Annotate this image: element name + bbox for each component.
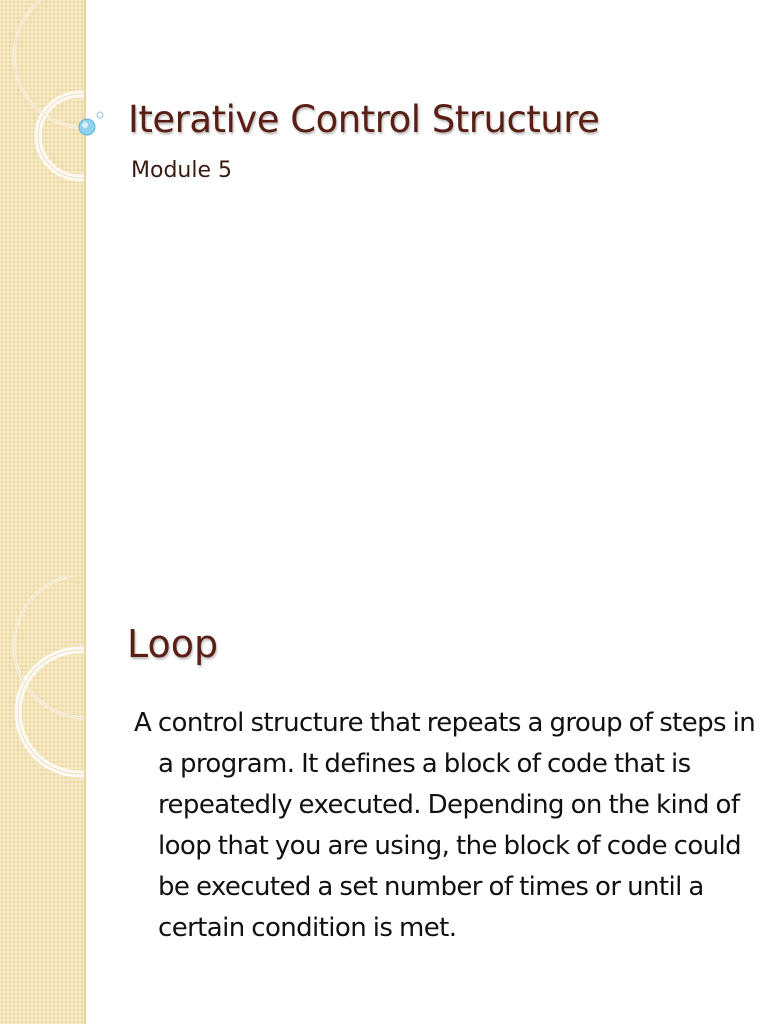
decorative-side-band [0,576,86,1024]
decorative-rings-icon [0,0,84,576]
slide-subtitle-text: Module 5 [131,158,232,183]
decorative-rings-icon [0,576,84,1024]
slide-heading-text: Loop [127,622,219,666]
slide-loop [0,576,768,1024]
bullet-dot-icon [76,108,106,138]
decorative-side-band [0,0,86,576]
slide-title-text: Iterative Control Structure [128,98,600,141]
slide-body-text: A control structure that repeats a group of steps in a program. It defines a block of code that is repeatedly executed. Depending on the kind of loop that you are using, the block of code could be executed a set number of times or until a certain condition is met. [134,708,756,943]
